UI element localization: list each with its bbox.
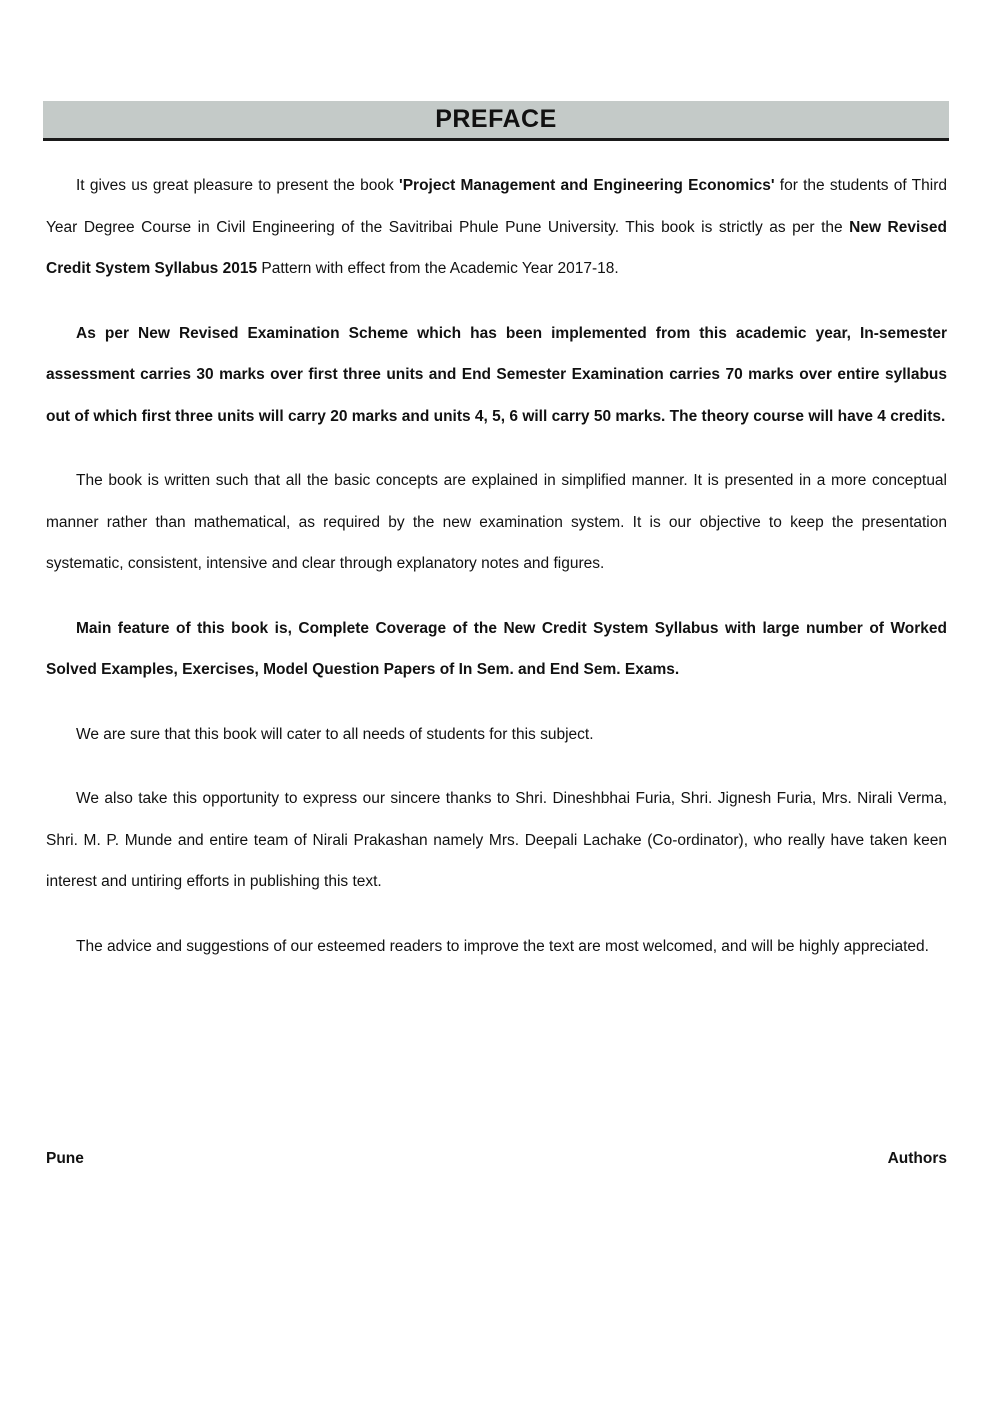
paragraph-main-feature: Main feature of this book is, Complete Coverage of the New Credit System Syllabus with large number of Worked Solved Examples, Exercises, Model Question Papers of In Sem. and End Sem. Exams. [46,619,947,678]
page-title: PREFACE [435,105,557,133]
paragraph-thanks: We also take this opportunity to express our sincere thanks to Shri. Dineshbhai Furia, Shri. Jignesh Furia, Mrs. Nirali Verma, Shri. M. P. Munde and entire team of Nirali Prakashan namely Mrs. Deepali Lachake (Co-ordinator), who really have taken keen interest and untiring efforts in publishing this text. [46,790,947,890]
book-title: 'Project Management and Engineering Economics' [399,177,775,194]
paragraph-advice: The advice and suggestions of our esteemed readers to improve the text are most welcomed, and will be highly appreciated. [76,937,929,955]
paragraph-approach: The book is written such that all the basic concepts are explained in simplified manner. It is presented in a more conceptual manner rather than mathematical, as required by the new examination system. It is our objective to keep the presentation systematic, consistent, intensive and clear through explanatory notes and figures. [46,472,947,572]
preface-title-bar [43,101,949,141]
paragraph-cater: We are sure that this book will cater to all needs of students for this subject. [76,725,594,743]
intro-text-1: It gives us great pleasure to present the book [76,177,400,194]
authors-label: Authors [887,1150,947,1167]
signature-line [46,1150,947,1168]
syllabus-name: New Revised Credit System Syllabus 2015 [46,218,947,277]
paragraph-intro [46,165,947,290]
intro-text-2: for the students of Third Year Degree Course in Civil Engineering of the Savitribai Phule Pune University. This book is strictly as per the [46,177,947,236]
intro-text-3: Pattern with effect from the Academic Year 2017-18. [257,260,619,277]
paragraph-exam-scheme: As per New Revised Examination Scheme which has been implemented from this academic year, In-semester assessment carries 30 marks over first three units and End Semester Examination carries 70 marks over entire syllabus out of which first three units will carry 20 marks and units 4, 5, 6 will carry 50 marks. The theory course will have 4 credits. [46,324,947,425]
place-label: Pune [46,1150,84,1167]
preface-body [46,165,947,990]
